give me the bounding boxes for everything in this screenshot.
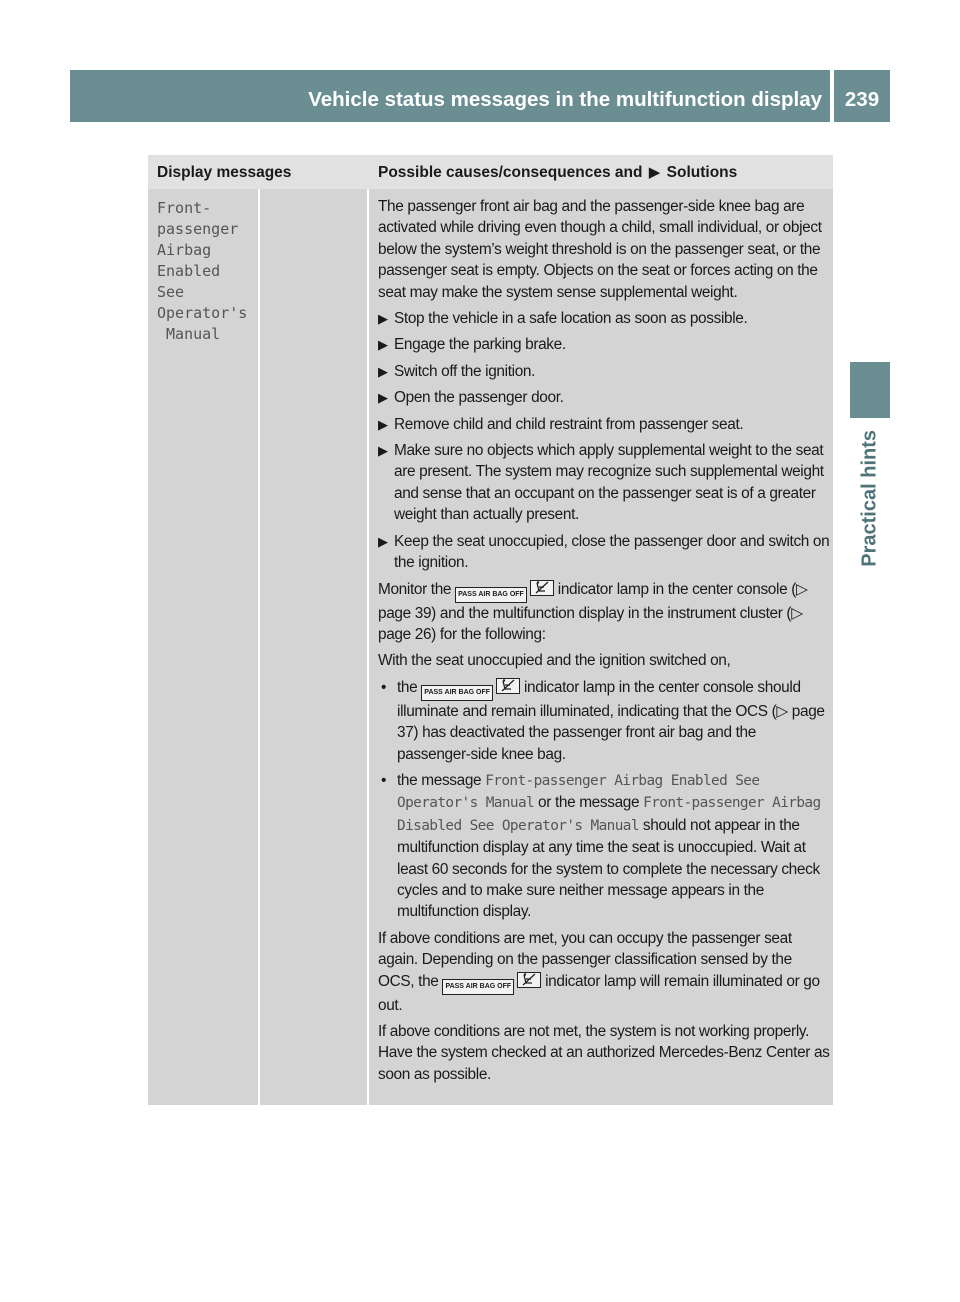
monitor-text-a: Monitor the xyxy=(378,580,452,598)
conditions-not-met-paragraph: If above conditions are not met, the system is not working properly. Have the system checked at an authorized Mercedes-Benz Center as soon as possible. xyxy=(378,1023,830,1083)
met-text-b: indicator lamp will remain illuminated or go out. xyxy=(378,972,820,1014)
arrow-right-icon: ▶ xyxy=(378,337,388,353)
arrow-right-icon: ▶ xyxy=(648,164,661,181)
display-message-line: Operator's xyxy=(157,304,248,322)
pass-air-bag-off-icon: PASS AIR BAG OFF xyxy=(442,979,514,995)
pass-air-bag-off-icon: PASS AIR BAG OFF xyxy=(455,587,527,603)
column-header-display-messages: Display messages xyxy=(157,164,292,181)
arrow-right-icon: ▶ xyxy=(378,311,388,327)
met-text-a: If above conditions are met, you can occupy the passenger seat again. Depending on the passenger classification sensed by the OCS, the xyxy=(378,929,792,990)
bullet1-text-a: the xyxy=(397,678,418,696)
solution-content xyxy=(378,196,830,1090)
bullet-text xyxy=(397,677,830,765)
step-item xyxy=(378,387,830,408)
column-header-solutions-text: Solutions xyxy=(666,164,738,181)
side-tab-label: Practical hints xyxy=(858,430,881,567)
bullet-icon: • xyxy=(381,771,387,789)
bullet-item xyxy=(378,677,830,765)
step-item xyxy=(378,334,830,355)
column-header-causes xyxy=(378,155,737,189)
step-item xyxy=(378,361,830,382)
page-title: Vehicle status messages in the multifunction display xyxy=(308,88,822,111)
display-message-line: Airbag xyxy=(157,241,212,259)
bullet2-text-b: or the message xyxy=(538,794,640,812)
display-message-inline: Front-passenger Airbag Enabled See Operator's Manual xyxy=(397,772,760,812)
step-item xyxy=(378,414,830,435)
arrow-right-icon: ▶ xyxy=(378,416,388,432)
with-seat-paragraph: With the seat unoccupied and the ignition switched on, xyxy=(378,652,731,670)
bullet-text xyxy=(397,770,830,923)
bullet1-text-b: indicator lamp in the center console should illuminate and remain illuminated, indicating that the OCS (▷ page 37) has deactivated the passenger front air bag and the passenger-side knee bag. xyxy=(397,678,825,763)
arrow-right-icon: ▶ xyxy=(378,390,388,406)
arrow-right-icon: ▶ xyxy=(378,533,388,549)
display-message-line: Manual xyxy=(157,325,221,343)
seat-airbag-off-icon xyxy=(496,678,520,694)
table-column-2 xyxy=(260,189,367,1105)
page-number: 239 xyxy=(844,88,880,111)
display-message-inline: Front-passenger Airbag Disabled See Operator's Manual xyxy=(397,795,821,834)
bullet-icon: • xyxy=(381,678,387,696)
step-text: Engage the parking brake. xyxy=(394,336,566,354)
column-header-causes-text: Possible causes/consequences and xyxy=(378,164,643,181)
bullet2-text-a: the message xyxy=(397,771,482,789)
step-item xyxy=(378,308,830,329)
step-text: Remove child and child restraint from passenger seat. xyxy=(394,415,744,433)
monitor-text-b: indicator lamp in the center console (▷ page 39) and the multifunction display in the instrument cluster (▷ page 26) for the following: xyxy=(378,580,808,643)
bullet2-text-c: should not appear in the multifunction display at any time the seat is unoccupied. Wait at least 60 seconds for the system to complete the necessary check cycles and to make sure neither message appears in the multifunction display. xyxy=(397,816,820,921)
step-text: Make sure no objects which apply supplemental weight to the seat are present. The system may recognize such supplemental weight and sense that an occupant on the passenger seat is of a greater weight than actually present. xyxy=(394,442,824,524)
side-tab-block xyxy=(850,362,890,418)
step-text: Keep the seat unoccupied, close the passenger door and switch on the ignition. xyxy=(394,532,830,572)
seat-airbag-off-icon xyxy=(517,972,541,988)
step-text: Open the passenger door. xyxy=(394,389,564,407)
display-message xyxy=(157,198,257,345)
display-message-line: passenger xyxy=(157,220,239,238)
intro-paragraph: The passenger front air bag and the passenger-side knee bag are activated while driving even though a child, small individual, or object below the system’s weight threshold is on the passenger seat, or the passenger seat is empty. Objects on the seat or forces acting on the seat may make the system sense supplemental weight. xyxy=(378,198,822,301)
bullet-item xyxy=(378,770,830,923)
display-message-line: See xyxy=(157,283,185,301)
monitor-paragraph xyxy=(378,579,830,646)
pass-air-bag-off-icon: PASS AIR BAG OFF xyxy=(421,685,493,701)
step-text: Stop the vehicle in a safe location as soon as possible. xyxy=(394,310,748,328)
step-item xyxy=(378,531,830,574)
display-message-line: Front- xyxy=(157,199,212,217)
display-message-line: Enabled xyxy=(157,262,221,280)
conditions-met-paragraph xyxy=(378,928,830,1016)
seat-airbag-off-icon xyxy=(530,580,554,596)
step-item xyxy=(378,440,830,526)
arrow-right-icon: ▶ xyxy=(378,443,388,459)
step-text: Switch off the ignition. xyxy=(394,362,536,380)
arrow-right-icon: ▶ xyxy=(378,363,388,379)
